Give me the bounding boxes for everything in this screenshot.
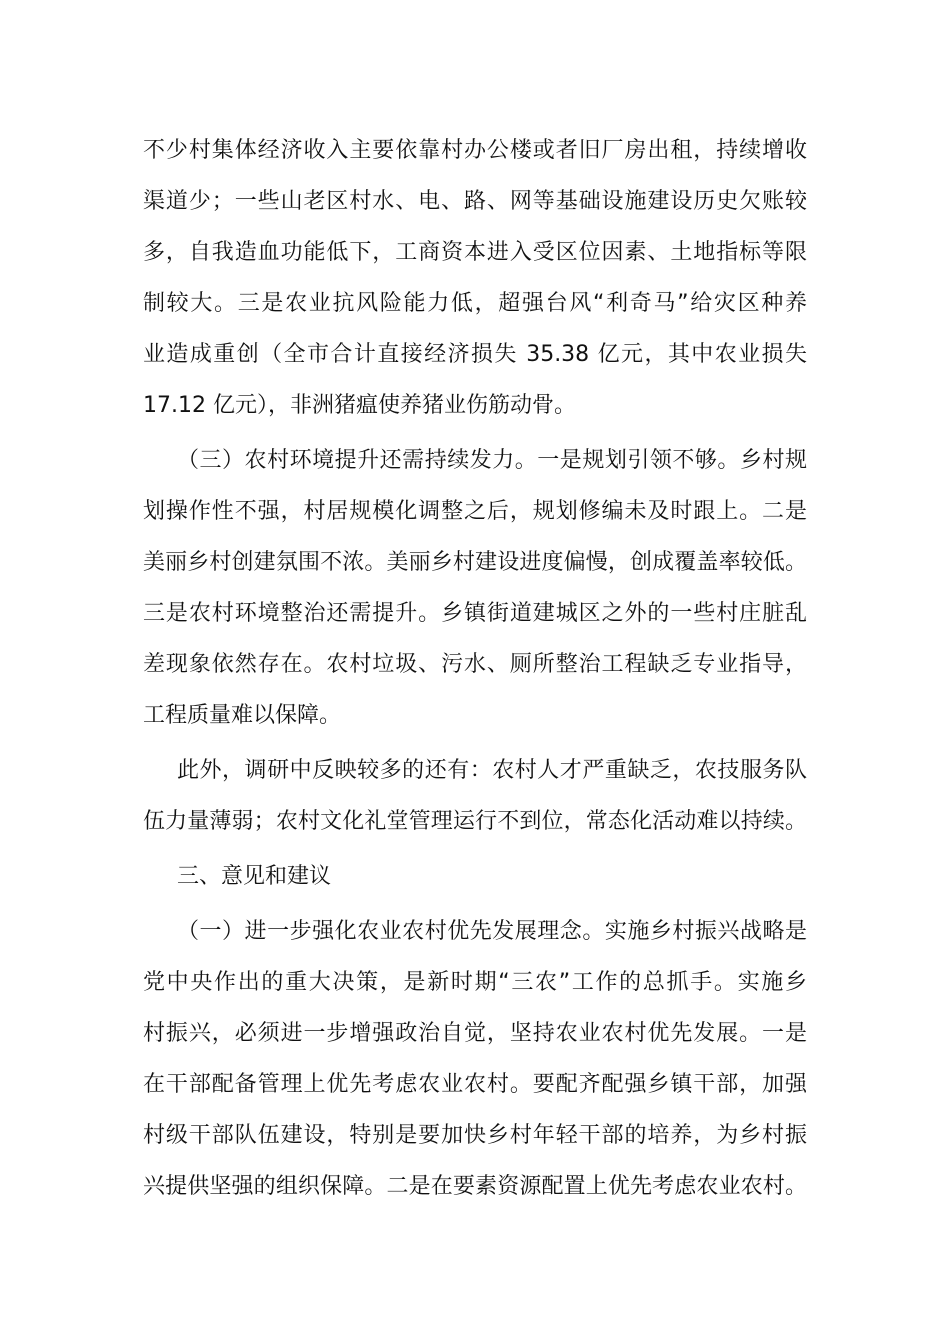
paragraph-rural-economy <box>143 125 807 431</box>
text-line: 业造成重创（全市合计直接经济损失 35.38 亿元，其中农业损失 <box>143 342 807 367</box>
text-line: 三是农村环境整治还需提升。乡镇街道建城区之外的一些村庄脏乱 <box>143 601 807 626</box>
paragraph-rural-environment <box>143 435 807 741</box>
text-line: （一）进一步强化农业农村优先发展理念。实施乡村振兴战略是 <box>177 919 807 944</box>
text-line: 村级干部队伍建设，特别是要加快乡村年轻干部的培养，为乡村振 <box>143 1123 807 1148</box>
text-line: 制较大。三是农业抗风险能力低，超强台风“利奇马”给灾区种养 <box>143 291 807 316</box>
text-line: 工程质量难以保障。 <box>143 703 342 728</box>
text-line: 差现象依然存在。农村垃圾、污水、厕所整治工程缺乏专业指导， <box>143 652 807 677</box>
text-line: 伍力量薄弱；农村文化礼堂管理运行不到位，常态化活动难以持续。 <box>143 809 807 834</box>
section-heading <box>143 851 807 902</box>
paragraph-other-issues <box>143 745 807 847</box>
paragraph-priority-development <box>143 906 807 1212</box>
heading-line: 三、意见和建议 <box>177 864 332 889</box>
text-line: 在干部配备管理上优先考虑农业农村。要配齐配强乡镇干部，加强 <box>143 1072 807 1097</box>
text-line: 不少村集体经济收入主要依靠村办公楼或者旧厂房出租，持续增收 <box>143 138 807 163</box>
text-line: （三）农村环境提升还需持续发力。一是规划引领不够。乡村规 <box>177 448 807 473</box>
text-line: 17.12 亿元），非洲猪瘟使养猪业伤筋动骨。 <box>143 393 576 418</box>
text-line: 渠道少；一些山老区村水、电、路、网等基础设施建设历史欠账较 <box>143 189 807 214</box>
text-line: 村振兴，必须进一步增强政治自觉，坚持农业农村优先发展。一是 <box>143 1021 807 1046</box>
text-line: 划操作性不强，村居规模化调整之后，规划修编未及时跟上。二是 <box>143 499 807 524</box>
text-line: 美丽乡村创建氛围不浓。美丽乡村建设进度偏慢，创成覆盖率较低。 <box>143 550 807 575</box>
text-line: 党中央作出的重大决策，是新时期“三农”工作的总抓手。实施乡 <box>143 970 807 995</box>
text-line: 此外，调研中反映较多的还有：农村人才严重缺乏，农技服务队 <box>177 758 807 783</box>
document-page <box>143 125 807 1216</box>
text-line: 多，自我造血功能低下，工商资本进入受区位因素、土地指标等限 <box>143 240 807 265</box>
text-line: 兴提供坚强的组织保障。二是在要素资源配置上优先考虑农业农村。 <box>143 1174 807 1199</box>
